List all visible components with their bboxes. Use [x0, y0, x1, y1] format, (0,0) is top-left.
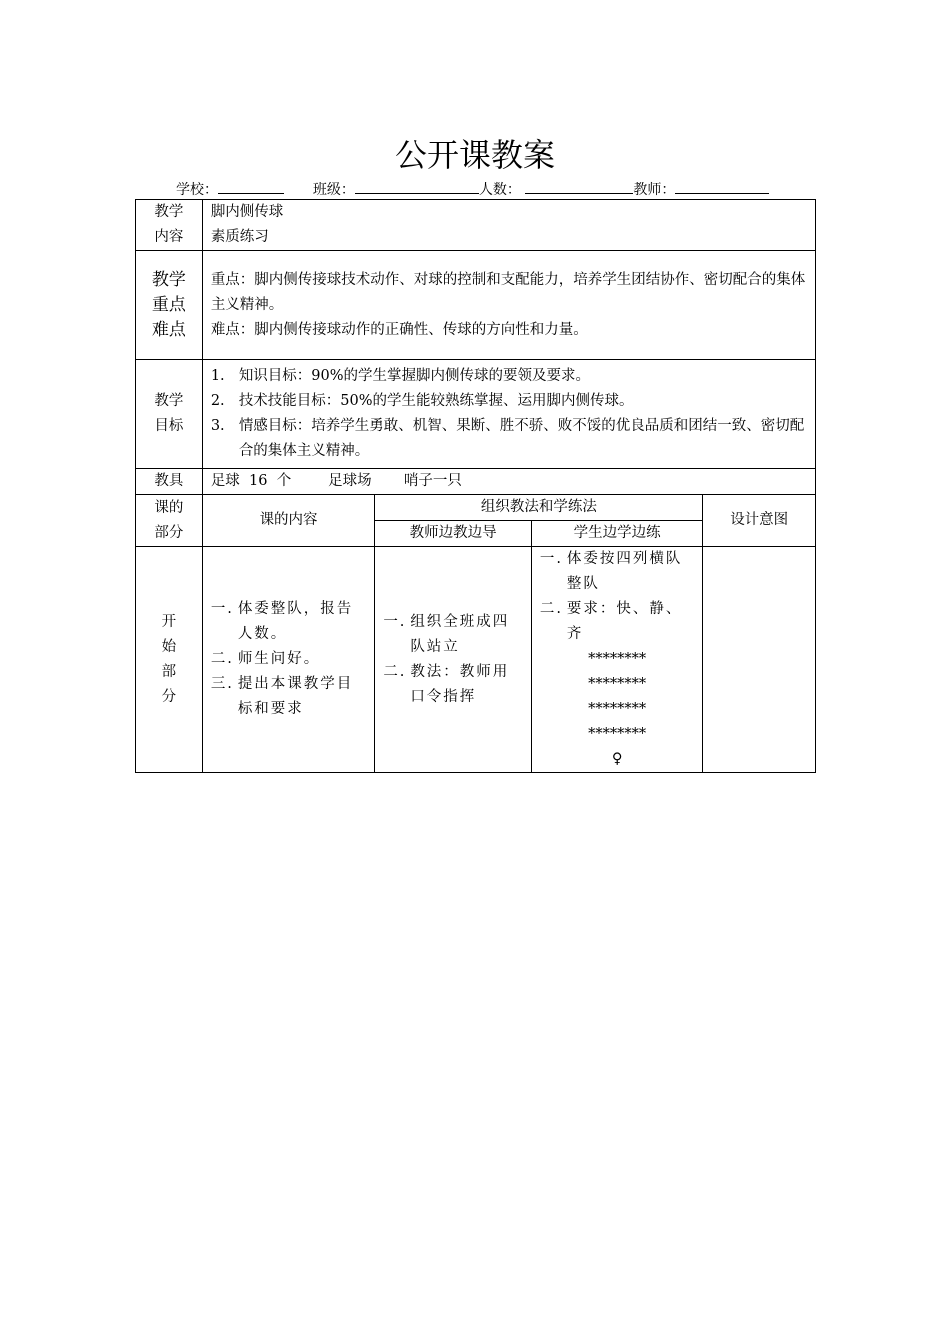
list-item: 二. 要求：快、静、齐 [539, 601, 683, 642]
count-field[interactable] [525, 179, 633, 194]
header-row [136, 495, 816, 521]
list-item: 一. 体委整队，报告人数。 [210, 601, 354, 642]
school-field[interactable] [218, 179, 284, 194]
start-teacher [375, 547, 532, 773]
list-item: 三. 提出本课教学目标和要求 [210, 676, 354, 717]
content-label: 教学 内容 [136, 200, 203, 251]
goals-text [202, 360, 815, 469]
teacher-field[interactable] [675, 179, 769, 194]
key-label: 教学 重点 难点 [136, 251, 203, 360]
key-text [202, 251, 815, 360]
design-header: 设计意图 [703, 495, 816, 547]
key-row [136, 251, 816, 360]
goal-item: 2. 技术技能目标：50%的学生能较熟练掌握、运用脚内侧传球。 [210, 393, 634, 409]
teacher-symbol: ♀ [611, 751, 623, 767]
teacher-header: 教师边教边导 [375, 521, 532, 547]
lesson-plan-table [135, 199, 816, 773]
difficulties: 难点：脚内侧传接球动作的正确性、传球的方向性和力量。 [210, 321, 588, 338]
class-field[interactable] [355, 179, 479, 194]
page-title: 公开课教案 [394, 136, 555, 174]
key-points: 重点：脚内侧传接球技术动作、对球的控制和支配能力，培养学生团结协作、密切配合的集体主义精神。 [210, 271, 806, 313]
start-content [202, 547, 375, 773]
student-header: 学生边学边练 [531, 521, 703, 547]
list-item: 一. 组织全班成四队站立 [383, 613, 510, 655]
equipment-label: 教具 [136, 469, 203, 495]
info-line [176, 179, 769, 199]
part-header: 课的 部分 [136, 495, 203, 547]
list-item: 二. 教法：教师用口令指挥 [383, 663, 510, 705]
content-text: 脚内侧传球 素质练习 [202, 200, 815, 251]
count-label: 人数： [478, 182, 521, 198]
school-label: 学校： [176, 182, 218, 198]
start-part-label: 开 始 部 分 [136, 547, 203, 773]
content-row [136, 200, 816, 251]
goal-item: 3. 情感目标：培养学生勇敢、机智、果断、胜不骄、败不馁的优良品质和团结一致、密切配合的集体主义精神。 [210, 418, 805, 459]
start-design [703, 547, 816, 773]
formation-diagram: ******** ******** ******** ******** ♀ [540, 647, 695, 772]
equipment-text: 足球 16 个 足球场 哨子一只 [202, 469, 815, 495]
list-item: 一. 体委按四列横队整队 [539, 551, 683, 592]
equipment-row [136, 469, 816, 495]
goals-row [136, 360, 816, 469]
goals-label: 教学 目标 [136, 360, 203, 469]
content-header: 课的内容 [202, 495, 375, 547]
list-item: 二. 师生问好。 [210, 651, 321, 667]
start-row [136, 547, 816, 773]
class-label: 班级： [312, 182, 355, 198]
teacher-label: 教师： [633, 182, 676, 198]
method-header: 组织教法和学练法 [375, 495, 703, 521]
goal-item: 1. 知识目标：90%的学生掌握脚内侧传球的要领及要求。 [210, 368, 591, 384]
start-student [531, 547, 703, 773]
